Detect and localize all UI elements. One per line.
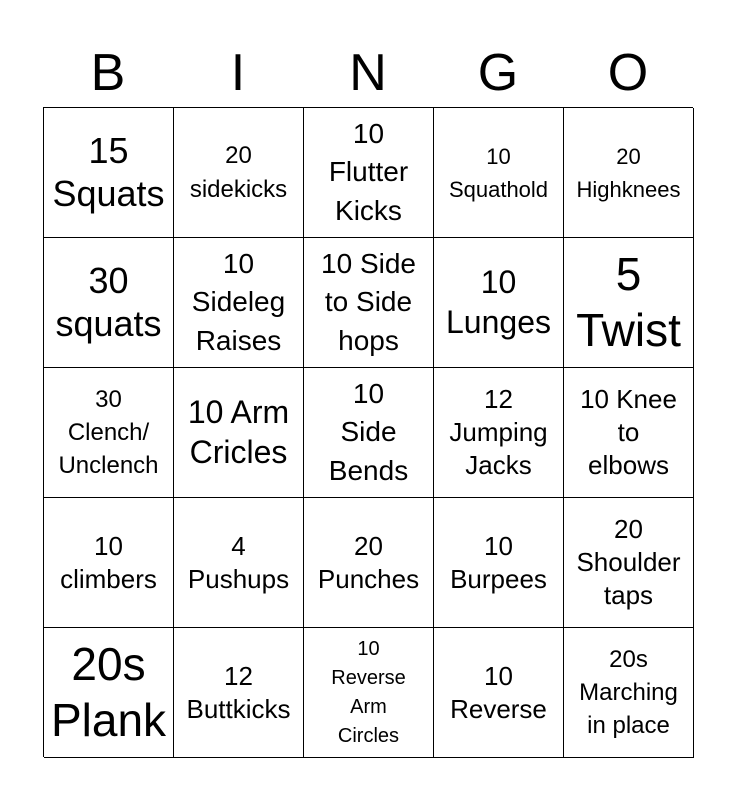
- bingo-cell[interactable]: 20 Shoulder taps: [564, 498, 694, 628]
- bingo-cell[interactable]: 20s Marching in place: [564, 628, 694, 758]
- bingo-cell[interactable]: 10 climbers: [44, 498, 174, 628]
- bingo-cell[interactable]: 12 Buttkicks: [174, 628, 304, 758]
- bingo-cell[interactable]: 10 Knee to elbows: [564, 368, 694, 498]
- bingo-cell[interactable]: 10 Burpees: [434, 498, 564, 628]
- bingo-cell[interactable]: 5 Twist: [564, 238, 694, 368]
- header-letter-n: N: [349, 44, 387, 102]
- bingo-cell[interactable]: 20 Highknees: [564, 108, 694, 238]
- bingo-cell[interactable]: 10 Side to Side hops: [304, 238, 434, 368]
- bingo-header: [43, 40, 693, 106]
- bingo-cell[interactable]: 10 Squathold: [434, 108, 564, 238]
- bingo-cell[interactable]: 12 Jumping Jacks: [434, 368, 564, 498]
- header-letter-g: G: [477, 44, 519, 102]
- bingo-cell[interactable]: 20 Punches: [304, 498, 434, 628]
- bingo-cell[interactable]: 10 Sideleg Raises: [174, 238, 304, 368]
- bingo-cell[interactable]: 20 sidekicks: [174, 108, 304, 238]
- bingo-cell[interactable]: 10 Flutter Kicks: [304, 108, 434, 238]
- bingo-cell[interactable]: 30 Clench/ Unclench: [44, 368, 174, 498]
- bingo-cell[interactable]: 10 Side Bends: [304, 368, 434, 498]
- bingo-cell[interactable]: 10 Reverse Arm Circles: [304, 628, 434, 758]
- header-letter-i: I: [230, 44, 246, 102]
- header-letter-b: B: [90, 44, 126, 102]
- bingo-cell[interactable]: 4 Pushups: [174, 498, 304, 628]
- bingo-cell[interactable]: 20s Plank: [44, 628, 174, 758]
- header-letter-o: O: [607, 44, 649, 102]
- bingo-cell[interactable]: 10 Reverse: [434, 628, 564, 758]
- bingo-cell[interactable]: 10 Arm Cricles: [174, 368, 304, 498]
- bingo-board: [43, 107, 693, 757]
- bingo-cell[interactable]: 10 Lunges: [434, 238, 564, 368]
- bingo-cell[interactable]: 30 squats: [44, 238, 174, 368]
- bingo-cell[interactable]: 15 Squats: [44, 108, 174, 238]
